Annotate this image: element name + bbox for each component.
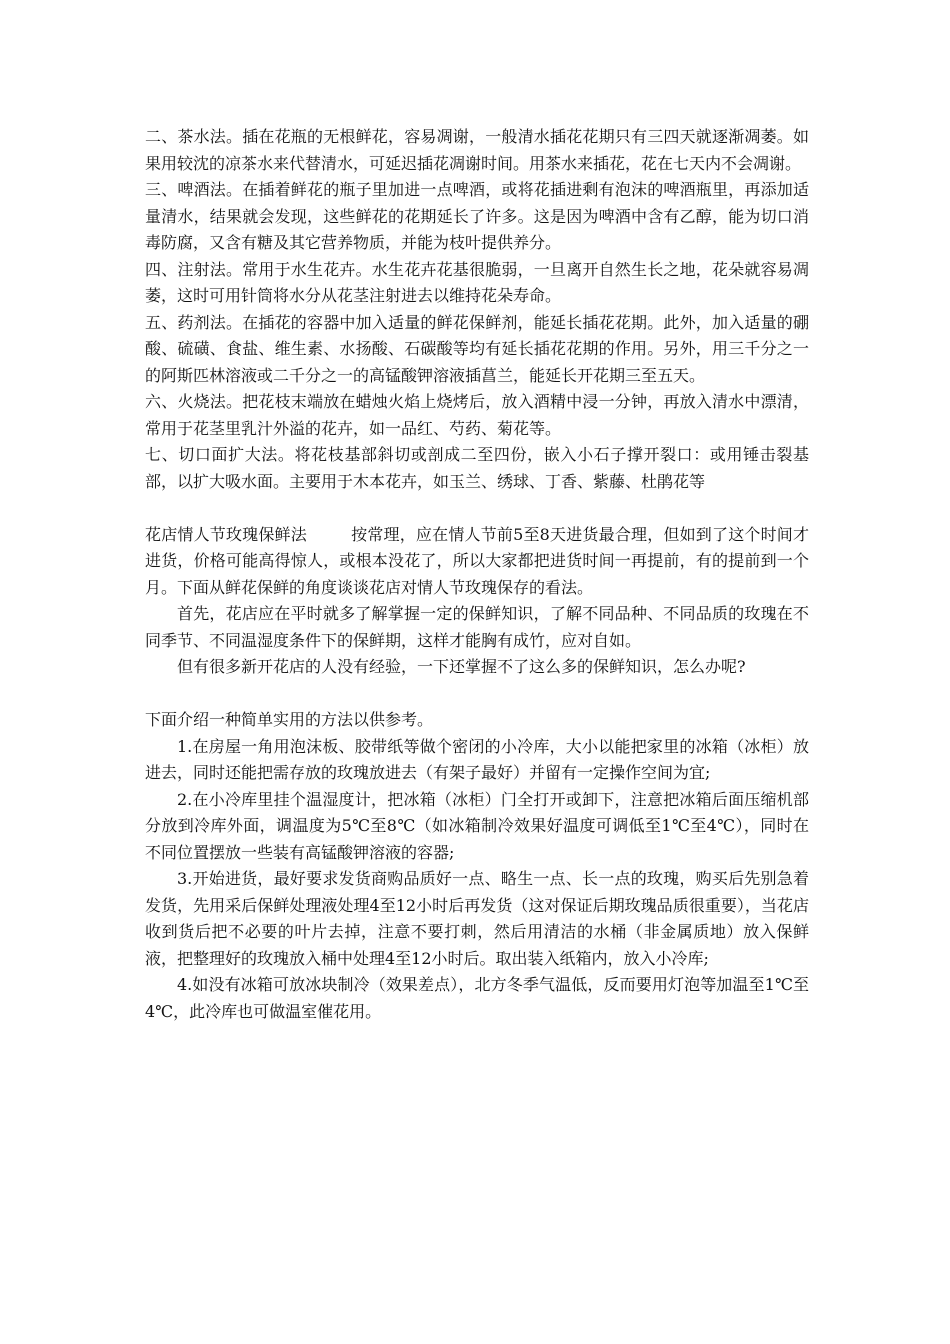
section-title: 花店情人节玫瑰保鲜法: [145, 524, 307, 544]
step-item: 2.在小冷库里挂个温湿度计，把冰箱（冰柜）门全打开或卸下，注意把冰箱后面压缩机部分放到冷库外面，调温度为5℃至8℃（如冰箱制冷效果好温度可调低至1℃至4℃），同时在不同位置摆放一些装有高锰酸钾溶液的容器;: [145, 789, 809, 862]
section-intro: 按常理，应在情人节前5至8天进货最合理，但如到了这个时间才进货，价格可能高得惊人，或根本没花了，所以大家都把进货时间一再提前，有的提前到一个月。下面从鲜花保鲜的角度谈谈花店对情人节玫瑰保存的看法。: [145, 524, 809, 597]
section-intro-paragraph: [145, 522, 809, 602]
method-tea: 二、茶水法。插在花瓶的无根鲜花，容易凋谢，一般清水插花花期只有三四天就逐渐凋萎。如果用较沈的凉茶水来代替清水，可延迟插花凋谢时间。用茶水来插花，花在七天内不会凋谢。: [145, 127, 809, 173]
method-cut-expand: 七、切口面扩大法。将花枝基部斜切或剖成二至四份，嵌入小石子撑开裂口：或用锤击裂基部，以扩大吸水面。主要用于木本花卉，如玉兰、绣球、丁香、紫藤、杜鹃花等: [145, 445, 809, 491]
method-injection: 四、注射法。常用于水生花卉。水生花卉花基很脆弱，一旦离开自然生长之地，花朵就容易凋萎，这时可用针筒将水分从花茎注射进去以维持花朵寿命。: [145, 259, 809, 305]
document-page: [145, 124, 809, 1025]
blank-line: [145, 495, 809, 522]
method-beer: 三、啤酒法。在插着鲜花的瓶子里加进一点啤酒，或将花插进剩有泡沫的啤酒瓶里，再添加适量清水，结果就会发现，这些鲜花的花期延长了许多。这是因为啤酒中含有乙醇，能为切口消毒防腐，又含有糖及其它营养物质，并能为枝叶提供养分。: [145, 180, 809, 252]
paragraph-first: 首先，花店应在平时就多了解掌握一定的保鲜知识，了解不同品种、不同品质的玫瑰在不同季节、不同温湿度条件下的保鲜期，这样才能胸有成竹，应对自如。: [145, 604, 809, 650]
method-chemical: 五、药剂法。在插花的容器中加入适量的鲜花保鲜剂，能延长插花花期。此外，加入适量的硼酸、硫磺、食盐、维生素、水扬酸、石碳酸等均有延长插花花期的作用。另外，用三千分之一的阿斯匹林溶液或二千分之一的高锰酸钾溶液插菖兰，能延长开花期三至五天。: [145, 312, 809, 385]
blank-line: [145, 681, 809, 708]
method-intro: 下面介绍一种简单实用的方法以供参考。: [145, 710, 434, 729]
step-item: 4.如没有冰箱可放冰块制冷（效果差点），北方冬季气温低，反而要用灯泡等加温至1℃至4℃，此冷库也可做温室催花用。: [145, 975, 809, 1021]
method-fire: 六、火烧法。把花枝末端放在蜡烛火焰上烧烤后，放入酒精中浸一分钟，再放入清水中漂清，常用于花茎里乳汁外溢的花卉，如一品红、芍药、菊花等。: [145, 392, 809, 438]
paragraph-second: 但有很多新开花店的人没有经验，一下还掌握不了这么多的保鲜知识，怎么办呢?: [177, 657, 746, 676]
step-item: 1.在房屋一角用泡沫板、胶带纸等做个密闭的小冷库，大小以能把家里的冰箱（冰柜）放进去，同时还能把需存放的玫瑰放进去（有架子最好）并留有一定操作空间为宜;: [145, 736, 809, 782]
step-item: 3.开始进货，最好要求发货商购品质好一点、略生一点、长一点的玫瑰，购买后先别急着发货，先用采后保鲜处理液处理4至12小时后再发货（这对保证后期玫瑰品质很重要），当花店收到货后把不必要的叶片去掉，注意不要打刺，然后用清洁的水桶（非金属质地）放入保鲜液，把整理好的玫瑰放入桶中处理4至12小时后。取出装入纸箱内，放入小冷库;: [145, 869, 809, 968]
